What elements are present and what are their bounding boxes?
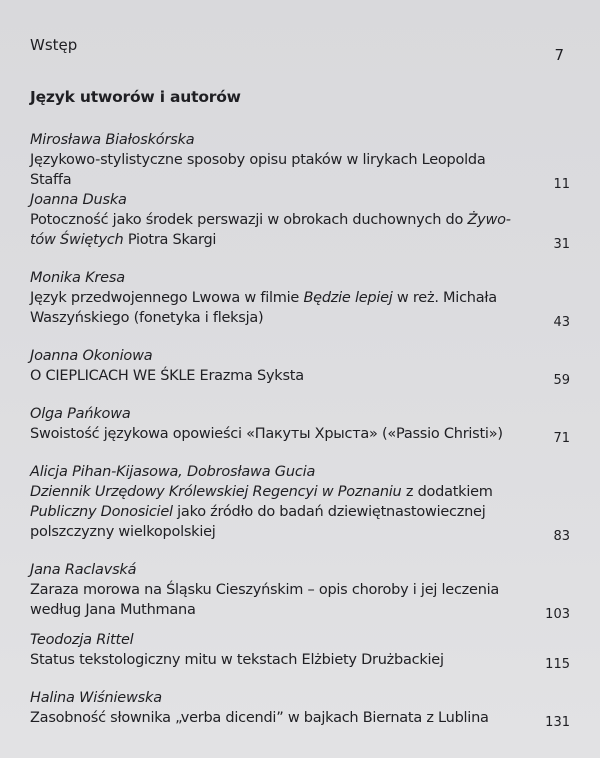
entry-author: Joanna Okoniowa bbox=[30, 348, 153, 364]
title-part: z dodatkiem bbox=[401, 484, 493, 500]
entry-title: Swoistość językowa opowieści «Пакуты Хрыста» («Passio Christi») bbox=[30, 426, 503, 442]
entry-author: Alicja Pihan-Kijasowa, Dobrosława Gucia bbox=[30, 464, 316, 480]
entry-title bbox=[30, 288, 570, 328]
entry-title bbox=[30, 482, 570, 542]
entry-page-number: 11 bbox=[553, 177, 570, 192]
title-italic-part: Żywo- tów Świętych bbox=[30, 212, 511, 248]
toc-entry bbox=[30, 346, 570, 386]
title-part: Język przedwojennego Lwowa w filmie bbox=[30, 290, 304, 306]
entry-title: Zasobność słownika „verba dicendi” w bajkach Biernata z Lublina bbox=[30, 710, 489, 726]
title-italic-part: Będzie lepiej bbox=[303, 290, 393, 306]
entry-page-number: 59 bbox=[553, 373, 570, 388]
toc-entry bbox=[30, 560, 570, 620]
entry-title bbox=[30, 210, 570, 250]
entry-page-number: 31 bbox=[553, 237, 570, 252]
entry-author: Jana Raclavská bbox=[30, 562, 137, 578]
toc-entry bbox=[30, 404, 570, 444]
entry-page-number: 131 bbox=[545, 715, 570, 730]
title-italic-part: Publiczny Donosiciel bbox=[30, 504, 173, 520]
section-title: Język utworów i autorów bbox=[30, 88, 241, 106]
toc-entry bbox=[30, 630, 570, 670]
title-part: Potoczność jako środek perswazji w obrokach duchownych do bbox=[30, 212, 468, 228]
toc-entry bbox=[30, 190, 570, 250]
entry-page-number: 43 bbox=[553, 315, 570, 330]
toc-entry bbox=[30, 130, 570, 190]
entry-page-number: 115 bbox=[545, 657, 570, 672]
intro-page-number: 7 bbox=[554, 46, 564, 64]
toc-entry bbox=[30, 688, 570, 728]
entry-title: Status tekstologiczny mitu w tekstach Elżbiety Drużbackiej bbox=[30, 652, 444, 668]
title-part: jako źródło do badań dziewiętnastowiecznej polszczyzny wielkopolskiej bbox=[30, 504, 486, 540]
title-part: Piotra Skargi bbox=[123, 232, 217, 248]
entry-author: Joanna Duska bbox=[30, 192, 127, 208]
intro-label: Wstęp bbox=[30, 36, 78, 54]
entry-author: Teodozja Rittel bbox=[30, 632, 134, 648]
entry-title: O CIEPLICACH WE ŚKLE Erazma Syksta bbox=[30, 368, 304, 384]
entry-page-number: 83 bbox=[553, 529, 570, 544]
entry-page-number: 103 bbox=[545, 607, 570, 622]
entry-author: Halina Wiśniewska bbox=[30, 690, 162, 706]
entry-title: Zaraza morowa na Śląsku Cieszyńskim – opis choroby i jej leczenia według Jana Muthmana bbox=[30, 582, 500, 618]
entry-author: Olga Pańkowa bbox=[30, 406, 131, 422]
toc-entry bbox=[30, 462, 570, 542]
entry-author: Monika Kresa bbox=[30, 270, 125, 286]
title-part: w reż. Michała Waszyńskiego (fonetyka i fleksja) bbox=[30, 290, 497, 326]
entry-page-number: 71 bbox=[553, 431, 570, 446]
title-italic-part: Dziennik Urzędowy Królewskiej Regencyi w Poznaniu bbox=[30, 484, 402, 500]
toc-entry bbox=[30, 268, 570, 328]
entry-author: Mirosława Białoskórska bbox=[30, 132, 195, 148]
entry-title: Językowo-stylistyczne sposoby opisu ptaków w lirykach Leopolda Staffa bbox=[30, 152, 486, 188]
